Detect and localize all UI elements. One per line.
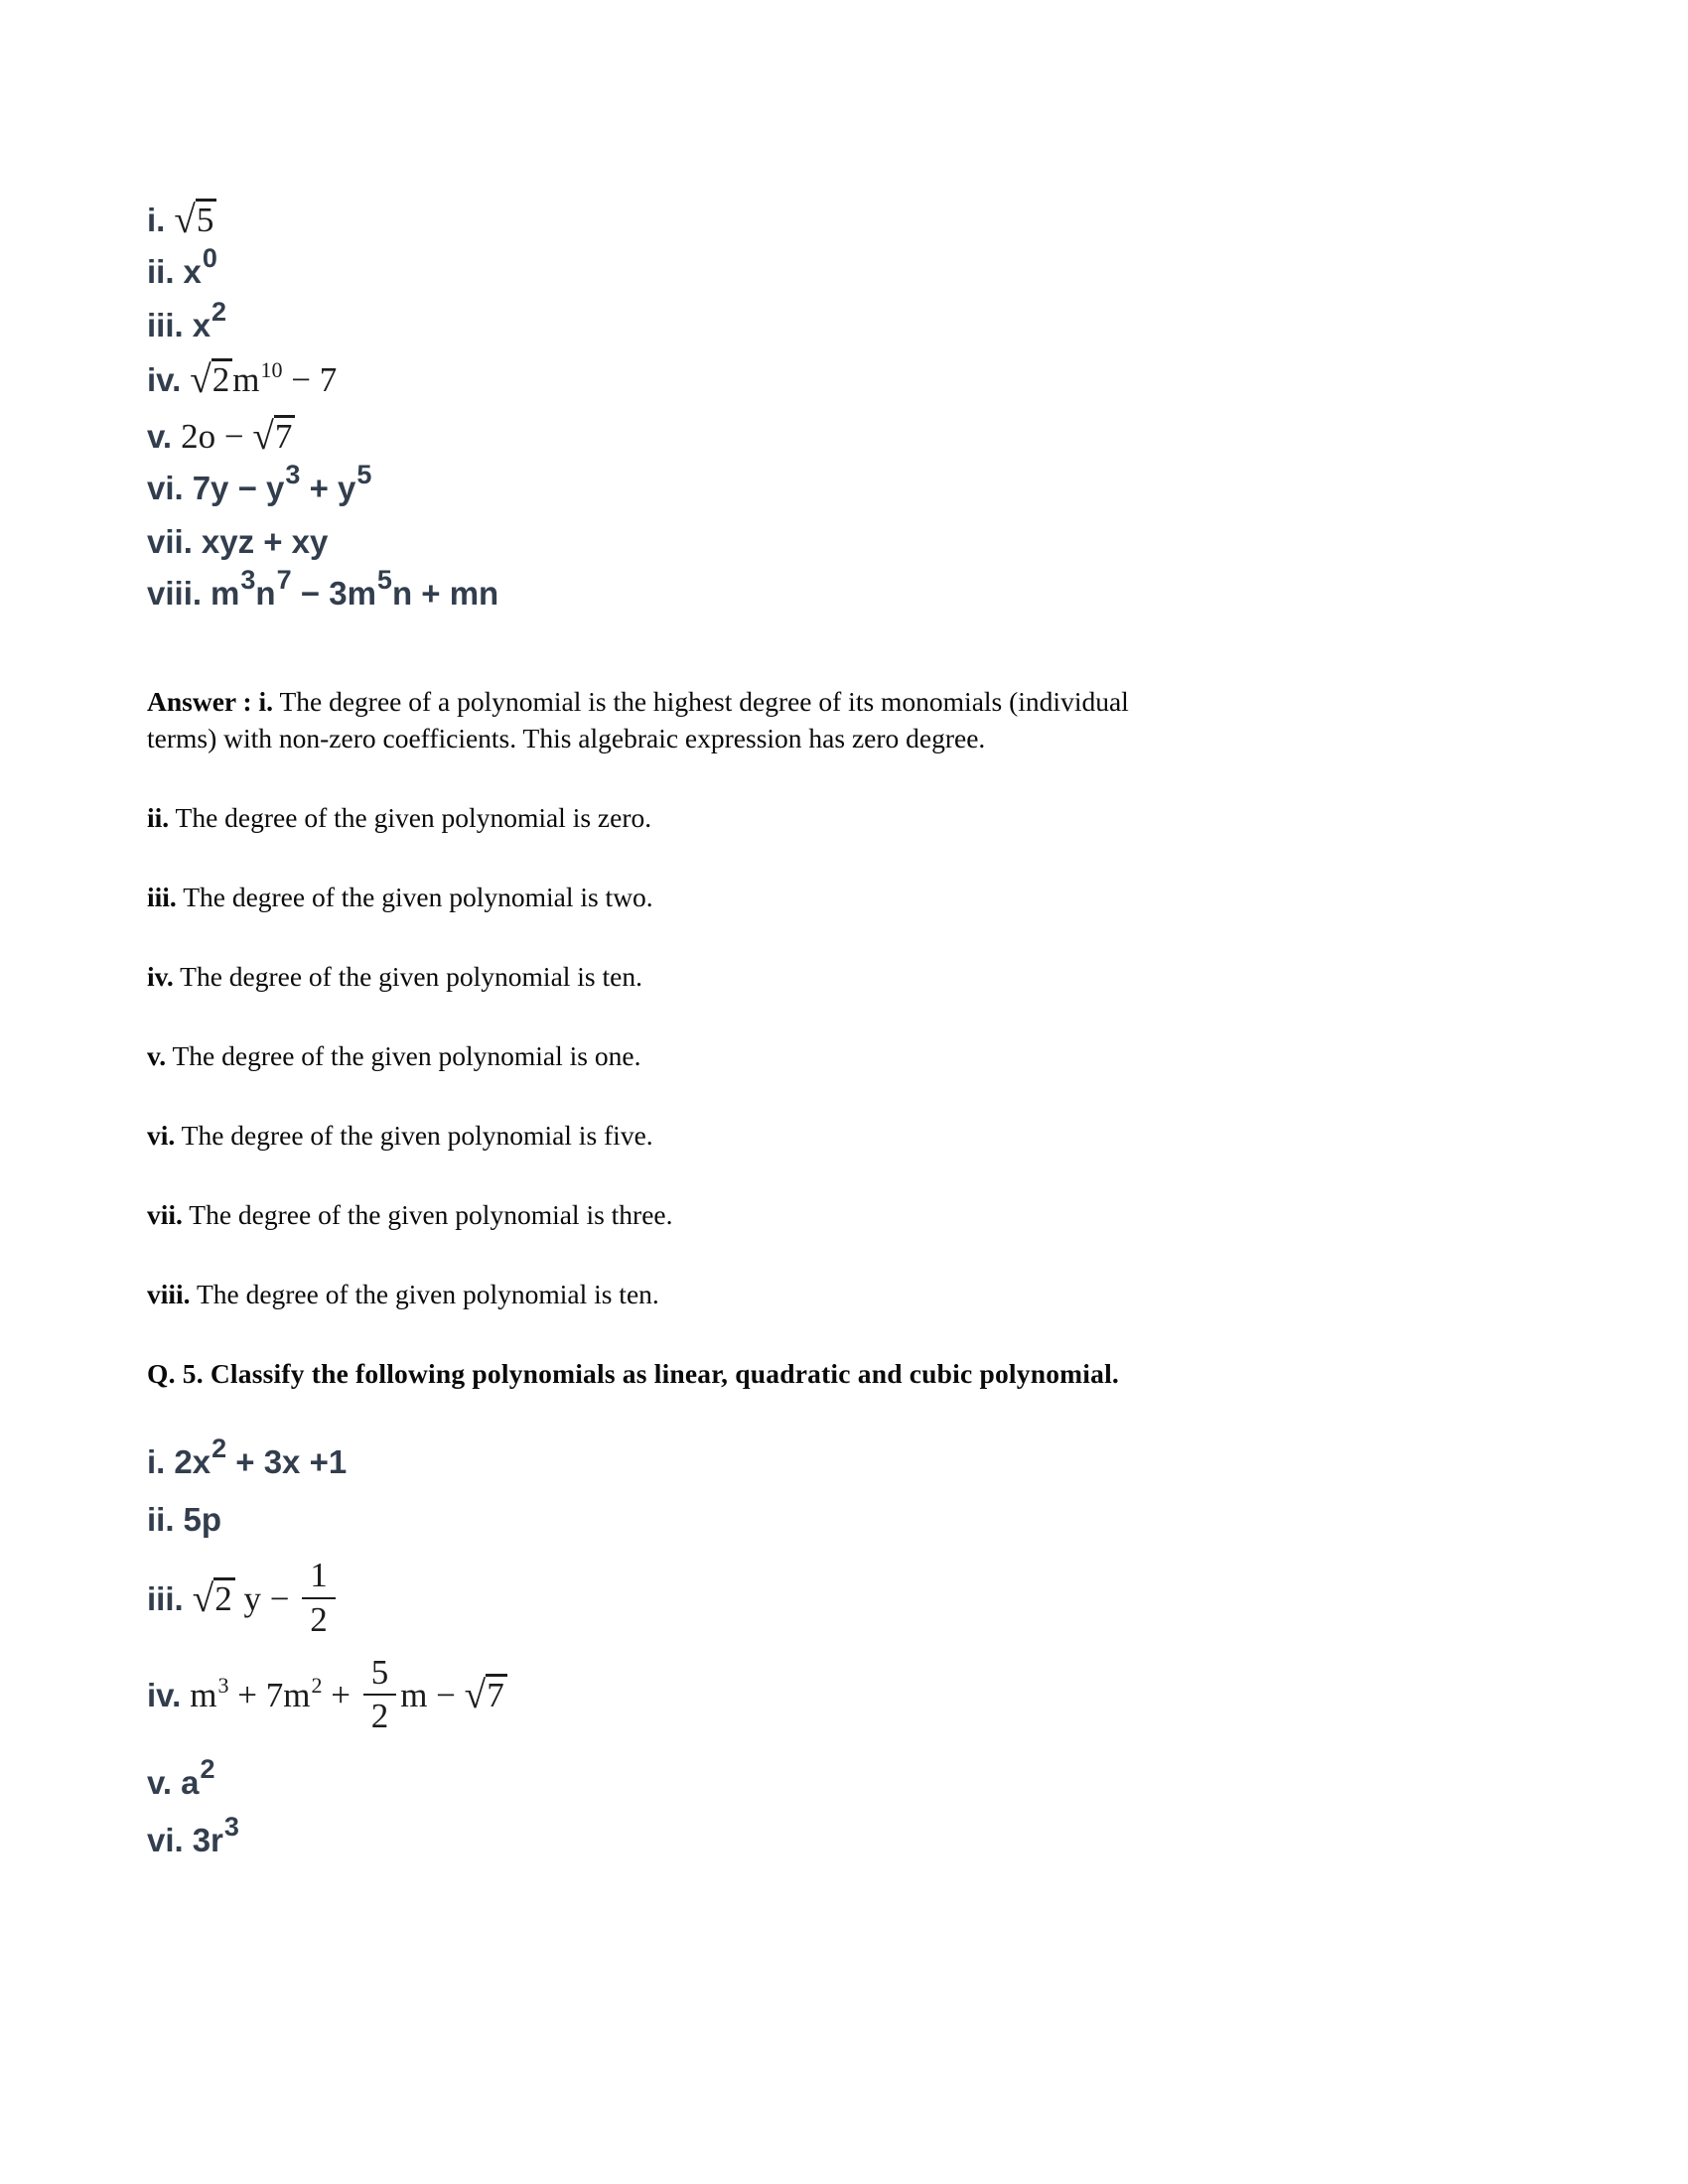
radicand: 2	[213, 1577, 235, 1618]
expression-base: 3r	[192, 1822, 223, 1858]
item-label: i.	[147, 1443, 166, 1480]
answer-item-text: The degree of the given polynomial is ten.	[180, 961, 642, 992]
list-item-vii	[147, 516, 1569, 568]
answer-item-label: v.	[147, 1040, 167, 1071]
item-label: v.	[147, 418, 173, 455]
answer-intro-paragraph	[147, 683, 1468, 756]
fraction-numerator: 1	[302, 1558, 336, 1599]
list-item-vi	[147, 460, 1569, 516]
item-label: v.	[147, 1764, 173, 1801]
answer-item-viii	[147, 1276, 1468, 1312]
answer-item-label: vii.	[147, 1199, 183, 1230]
answer-item-text: The degree of the given polynomial is zero.	[175, 802, 652, 833]
item-label: iv.	[147, 1677, 182, 1714]
expression-part: n	[255, 575, 276, 612]
item-label: ii.	[147, 1501, 175, 1538]
exponent: 0	[202, 243, 217, 273]
list-item-iii	[147, 1556, 1569, 1643]
radicand: 2	[211, 358, 233, 399]
list-item-i	[147, 1434, 1569, 1492]
q4-expression-list	[147, 194, 1569, 621]
list-item-ii	[147, 243, 1569, 300]
expression-part: + 7m	[228, 1676, 311, 1715]
answer-item-label: iii.	[147, 882, 177, 912]
exponent: 2	[311, 1673, 323, 1699]
answer-item-ii	[147, 799, 1468, 836]
expression-part: 7y − y	[192, 470, 285, 506]
exponent: 7	[276, 565, 292, 595]
answer-item-label: ii.	[147, 802, 170, 833]
fraction-denominator: 2	[370, 1697, 389, 1736]
fraction-denominator: 2	[310, 1599, 328, 1639]
expression-part: +	[322, 1676, 359, 1715]
item-label: ii.	[147, 253, 175, 290]
answer-intro-bold: Answer : i.	[147, 686, 274, 717]
exponent: 5	[376, 565, 392, 595]
list-item-vi	[147, 1813, 1569, 1870]
item-label: vii.	[147, 523, 193, 560]
exponent: 3	[240, 565, 256, 595]
expression-part: m −	[400, 1676, 465, 1715]
square-root	[193, 1577, 235, 1618]
answer-intro-line2: terms) with non-zero coefficients. This algebraic expression has zero degree.	[147, 723, 986, 753]
radicand: 5	[196, 199, 217, 239]
expression-lead: 2o −	[181, 417, 253, 456]
item-label: iii.	[147, 1579, 184, 1617]
answer-item-vi	[147, 1117, 1468, 1154]
square-root	[190, 353, 232, 406]
exponent: 2	[211, 297, 227, 327]
answer-item-text: The degree of the given polynomial is five.	[181, 1120, 653, 1151]
answer-item-vii	[147, 1196, 1468, 1233]
expression-part: n + mn	[391, 575, 499, 612]
answer-section	[147, 683, 1569, 1392]
exponent: 2	[211, 1433, 227, 1463]
list-item-iv	[147, 1652, 1569, 1740]
expression-base: a	[181, 1764, 200, 1801]
item-label: i.	[147, 202, 166, 238]
list-item-iv	[147, 353, 1569, 410]
answer-item-label: vi.	[147, 1120, 176, 1151]
expression-base: m	[232, 360, 260, 399]
answer-item-text: The degree of the given polynomial is three.	[189, 1199, 673, 1230]
expression-tail: − 7	[282, 360, 338, 399]
radicand: 7	[274, 415, 296, 456]
list-item-i	[147, 194, 1569, 246]
expression-part: + 3x +1	[226, 1443, 348, 1480]
answer-item-text: The degree of the given polynomial is one.	[172, 1040, 641, 1071]
answer-item-label: viii.	[147, 1279, 191, 1309]
list-item-ii	[147, 1492, 1569, 1548]
exponent: 3	[223, 1812, 239, 1842]
exponent: 10	[260, 357, 283, 382]
answer-item-iv	[147, 958, 1468, 995]
item-label: vi.	[147, 1822, 184, 1858]
radical-icon: √	[252, 415, 274, 458]
list-item-v	[147, 1755, 1569, 1813]
expression-part: 2x	[174, 1443, 211, 1480]
list-item-iii	[147, 297, 1569, 353]
exponent: 5	[356, 460, 372, 489]
answer-item-v	[147, 1037, 1468, 1074]
item-label: viii.	[147, 575, 203, 612]
exponent: 3	[217, 1673, 229, 1699]
item-label: iv.	[147, 361, 182, 398]
radical-icon: √	[190, 358, 211, 401]
answer-item-text: The degree of the given polynomial is ten.	[196, 1279, 659, 1309]
fraction	[302, 1558, 336, 1639]
radical-icon: √	[174, 199, 196, 241]
radical-icon: √	[192, 1576, 214, 1620]
expression-base: x	[183, 253, 202, 290]
question-5-heading: Q. 5. Classify the following polynomials as linear, quadratic and cubic polynomial.	[147, 1358, 1119, 1389]
expression-part: y −	[234, 1578, 299, 1618]
expression-part: 5p	[183, 1501, 222, 1538]
radicand: 7	[486, 1674, 507, 1714]
answer-item-label: iv.	[147, 961, 174, 992]
square-root	[464, 1674, 507, 1717]
answer-intro-line1: The degree of a polynomial is the highest degree of its monomials (individual	[279, 686, 1129, 717]
expression-part: + y	[300, 470, 356, 506]
list-item-viii	[147, 565, 1569, 621]
expression-part: xyz + xy	[201, 523, 329, 560]
fraction-numerator: 5	[363, 1655, 397, 1697]
q5-expression-list	[147, 1434, 1569, 1870]
fraction	[363, 1652, 397, 1736]
answer-item-iii	[147, 879, 1468, 915]
item-label: iii.	[147, 307, 184, 343]
exponent: 3	[285, 460, 301, 489]
expression-part: m	[190, 1676, 217, 1715]
exponent: 2	[200, 1754, 215, 1784]
expression-base: x	[192, 307, 211, 343]
radical-icon: √	[464, 1674, 487, 1717]
expression-part: − 3m	[291, 575, 376, 612]
expression-part: m	[211, 575, 240, 612]
answer-item-text: The degree of the given polynomial is two.	[183, 882, 653, 912]
item-label: vi.	[147, 470, 184, 506]
